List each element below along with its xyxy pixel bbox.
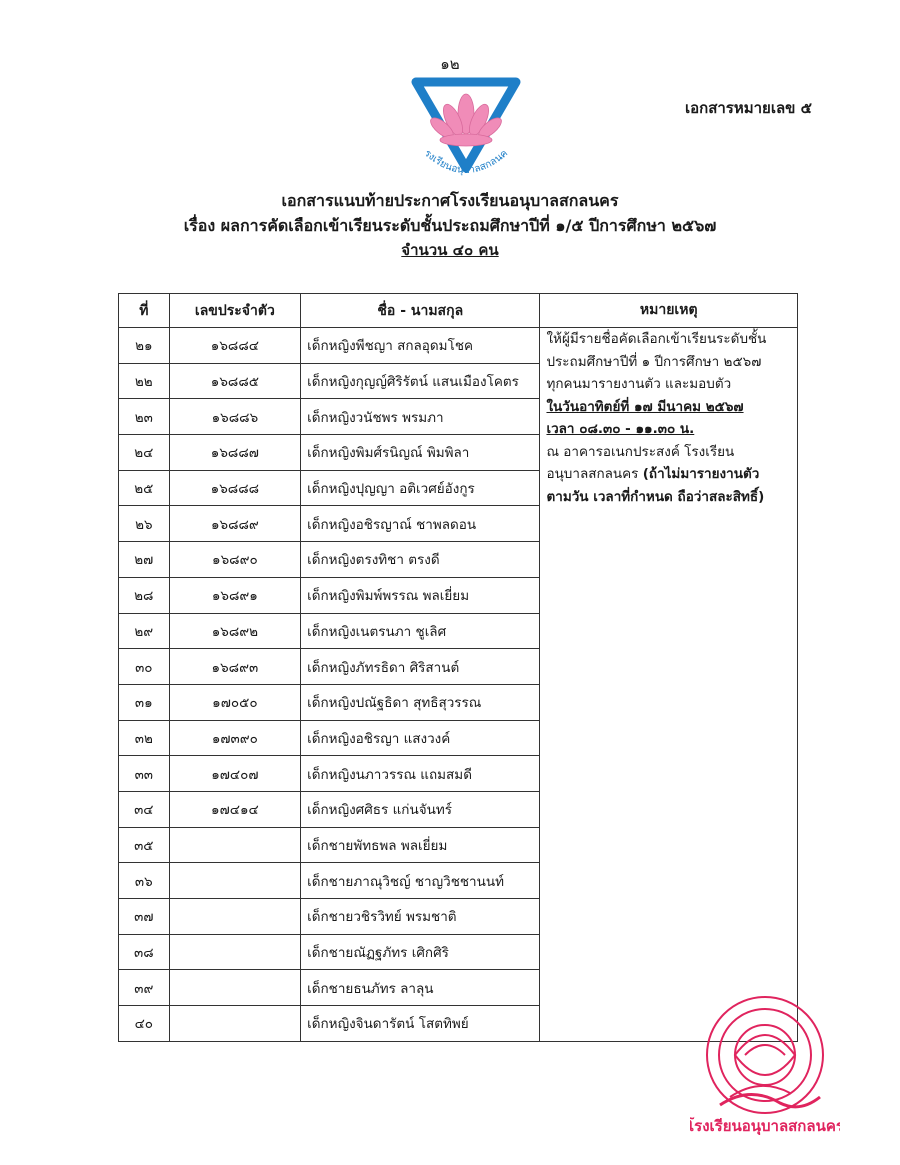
cell-no: ๓๑: [119, 684, 170, 720]
cell-name: เด็กชายธนภัทร ลาลุน: [301, 970, 540, 1006]
school-seal: [690, 985, 840, 1135]
document-number: เอกสารหมายเลข ๕: [685, 99, 812, 117]
student-list-table: [118, 293, 798, 1042]
cell-no: ๓๕: [119, 827, 170, 863]
note-line3: ทุกคนมารายงานตัว และมอบตัว: [546, 376, 732, 392]
cell-no: ๒๖: [119, 506, 170, 542]
cell-name: เด็กชายพัทธพล พลเยี่ยม: [301, 827, 540, 863]
cell-name: เด็กหญิงพิมพ์พรรณ พลเยี่ยม: [301, 577, 540, 613]
cell-name: เด็กหญิงปุญญา อติเวศย์อังกูร: [301, 470, 540, 506]
cell-id: ๑๖๘๘๕: [169, 363, 301, 399]
cell-id: ๑๖๘๙๐: [169, 542, 301, 578]
cell-name: เด็กหญิงภัทรธิดา ศิริสานต์: [301, 649, 540, 685]
cell-id: ๑๖๘๙๓: [169, 649, 301, 685]
cell-name: เด็กหญิงอชิรญา แสงวงค์: [301, 720, 540, 756]
header-name: ชื่อ - นามสกุล: [301, 294, 540, 328]
header-id: เลขประจำตัว: [169, 294, 301, 328]
cell-id: ๑๗๓๙๐: [169, 720, 301, 756]
note-line5: เวลา ๐๘.๓๐ - ๑๑.๓๐ น.: [546, 421, 695, 437]
svg-text:โรงเรียนอนุบาลสกลนคร: รงเรียนอนุบาลสกลนค: [421, 147, 511, 177]
cell-no: ๒๘: [119, 577, 170, 613]
cell-id: [169, 934, 301, 970]
cell-no: ๒๓: [119, 399, 170, 435]
cell-name: เด็กหญิงตรงทิชา ตรงดี: [301, 542, 540, 578]
cell-no: ๔๐: [119, 1006, 170, 1042]
cell-name: เด็กหญิงพิมศ์รนิญณ์ พิมพิลา: [301, 435, 540, 471]
note-line4: ในวันอาทิตย์ที่ ๑๗ มีนาคม ๒๕๖๗: [546, 398, 744, 415]
svg-text:โรงเรียนอนุบาลสกลนคร: โรงเรียนอนุบาลสกลนคร: [690, 1117, 840, 1135]
cell-name: เด็กหญิงจินดารัตน์ โสตทิพย์: [301, 1006, 540, 1042]
cell-id: ๑๗๔๐๗: [169, 756, 301, 792]
cell-id: ๑๖๘๘๙: [169, 506, 301, 542]
cell-name: เด็กหญิงนภาวรรณ แถมสมดี: [301, 756, 540, 792]
title-line-2: เรื่อง ผลการคัดเลือกเข้าเรียนระดับชั้นประถมศึกษาปีที่ ๑/๕ ปีการศึกษา ๒๕๖๗: [183, 216, 717, 235]
cell-no: ๓๘: [119, 934, 170, 970]
note-line2: ประถมศึกษาปีที่ ๑ ปีการศึกษา ๒๕๖๗: [546, 353, 762, 370]
note-line1: ให้ผู้มีรายชื่อคัดเลือกเข้าเรียนระดับชั้น: [546, 331, 767, 347]
cell-no: ๓๖: [119, 863, 170, 899]
cell-name: เด็กหญิงศศิธร แก่นจันทร์: [301, 791, 540, 827]
cell-no: ๒๙: [119, 613, 170, 649]
title-count: จำนวน ๔๐ คน: [401, 241, 499, 259]
title-line-1: เอกสารแนบท้ายประกาศโรงเรียนอนุบาลสกลนคร: [281, 191, 619, 210]
cell-id: ๑๖๘๙๑: [169, 577, 301, 613]
document-titles: [0, 188, 900, 263]
cell-name: เด็กหญิงอชิรญาณ์ ชาพลดอน: [301, 506, 540, 542]
table-row: [119, 328, 798, 364]
cell-no: ๓๗: [119, 899, 170, 935]
cell-id: [169, 827, 301, 863]
cell-no: ๓๐: [119, 649, 170, 685]
cell-id: ๑๗๔๑๔: [169, 791, 301, 827]
cell-name: เด็กหญิงวนัชพร พรมภา: [301, 399, 540, 435]
cell-id: [169, 970, 301, 1006]
cell-note: [540, 328, 798, 1042]
cell-name: เด็กชายวชิรวิทย์ พรมชาติ: [301, 899, 540, 935]
table-header-row: [119, 294, 798, 328]
note-line8: ตามวัน เวลาที่กำหนด ถือว่าสละสิทธิ์): [546, 488, 765, 505]
school-logo: [402, 72, 530, 190]
cell-name: เด็กหญิงกุญญ์ศิริรัตน์ แสนเมืองโคตร: [301, 363, 540, 399]
cell-no: ๓๒: [119, 720, 170, 756]
cell-name: เด็กหญิงพีชญา สกลอุดมโชค: [301, 328, 540, 364]
cell-no: ๒๑: [119, 328, 170, 364]
cell-no: ๒๗: [119, 542, 170, 578]
cell-id: [169, 863, 301, 899]
cell-name: เด็กหญิงปณัฐธิดา สุทธิสุวรรณ: [301, 684, 540, 720]
cell-id: ๑๖๘๘๗: [169, 435, 301, 471]
cell-id: ๑๖๘๙๒: [169, 613, 301, 649]
cell-name: เด็กหญิงเนตรนภา ชูเลิศ: [301, 613, 540, 649]
cell-id: ๑๖๘๘๘: [169, 470, 301, 506]
cell-id: ๑๖๘๘๖: [169, 399, 301, 435]
cell-no: ๓๙: [119, 970, 170, 1006]
cell-no: ๒๕: [119, 470, 170, 506]
cell-id: [169, 899, 301, 935]
cell-id: ๑๗๐๕๐: [169, 684, 301, 720]
header-no: ที่: [119, 294, 170, 328]
cell-no: ๒๔: [119, 435, 170, 471]
note-line7a: อนุบาลสกลนคร: [546, 466, 643, 482]
cell-id: [169, 1006, 301, 1042]
page-number: ๑๒: [440, 55, 460, 73]
cell-id: ๑๖๘๘๔: [169, 328, 301, 364]
note-line7b: (ถ้าไม่มารายงานตัว: [642, 466, 760, 482]
cell-name: เด็กชายภาณุวิชญ์ ชาญวิชชานนท์: [301, 863, 540, 899]
note-line6: ณ อาคารอเนกประสงค์ โรงเรียน: [546, 443, 735, 460]
header-note: หมายเหตุ: [540, 294, 798, 328]
cell-no: ๓๔: [119, 791, 170, 827]
cell-no: ๒๒: [119, 363, 170, 399]
cell-no: ๓๓: [119, 756, 170, 792]
note-line7: [546, 463, 791, 486]
cell-name: เด็กชายณัฏฐภัทร เศิกศิริ: [301, 934, 540, 970]
